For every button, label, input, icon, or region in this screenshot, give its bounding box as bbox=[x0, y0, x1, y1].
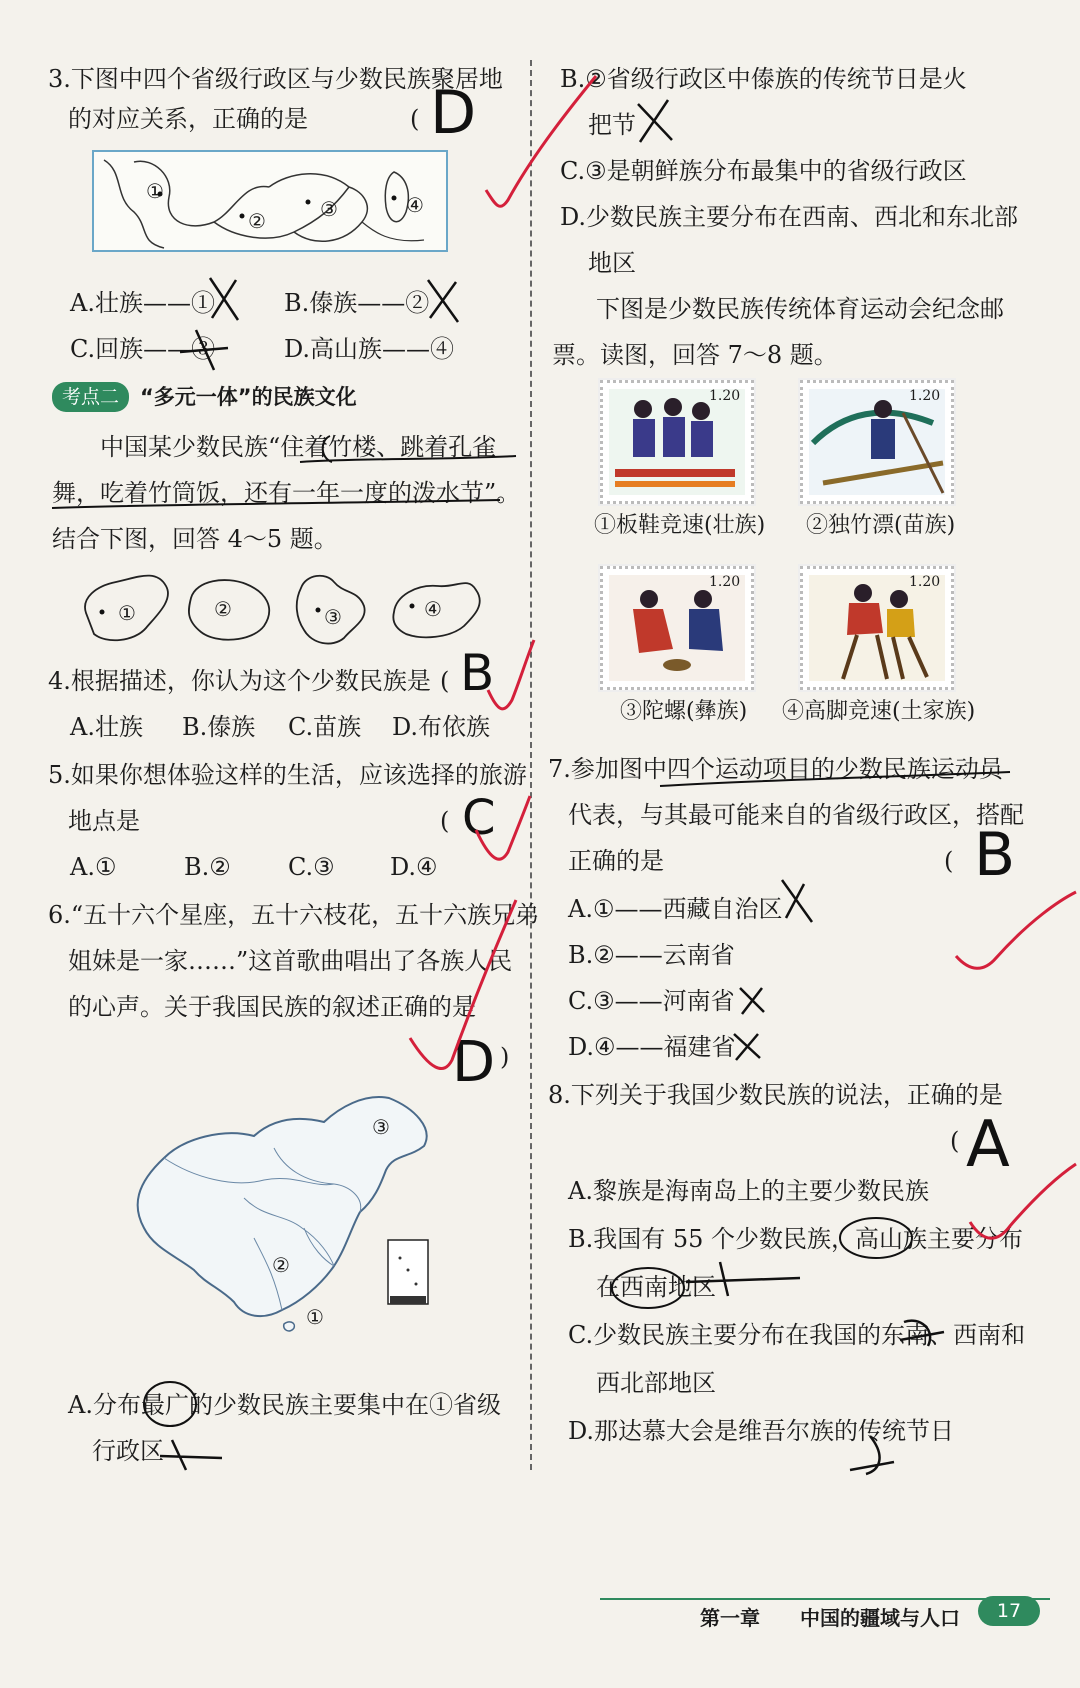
stamps-intro-line1: 下图是少数民族传统体育运动会纪念邮 bbox=[596, 295, 1004, 323]
q3-paren: ( bbox=[410, 105, 420, 133]
q8-handwritten-answer: A bbox=[966, 1108, 1010, 1182]
footer-chapter: 第一章 bbox=[700, 1606, 760, 1630]
stamp-3-caption: ③陀螺(彝族) bbox=[620, 699, 748, 724]
q3-option-d: D.高山族——④ bbox=[284, 335, 455, 363]
passage-line3: 结合下图，回答 4～5 题。 bbox=[52, 525, 338, 553]
stamp-3-price: 1.20 bbox=[709, 574, 741, 590]
q3a-cross bbox=[210, 278, 238, 320]
q6-circle-zuiguang bbox=[144, 1382, 196, 1426]
q6a-cross bbox=[160, 1440, 222, 1470]
stamp-1-caption: ①板鞋竞速(壮族) bbox=[594, 513, 766, 538]
stamp-2-caption: ②独竹漂(苗族) bbox=[806, 513, 956, 538]
q8-circle-gaoshan bbox=[840, 1218, 912, 1258]
q7-paren: ( bbox=[944, 847, 954, 875]
q6-red-check bbox=[410, 900, 516, 1069]
q3-option-b: B.傣族——② bbox=[284, 289, 430, 317]
q8-paren: ( bbox=[950, 1127, 960, 1155]
q3rb-cross bbox=[638, 100, 672, 142]
section-title: “多元一体”的民族文化 bbox=[140, 385, 357, 409]
q6-stem-line3: 的心声。关于我国民族的叙述正确的是 bbox=[68, 993, 476, 1021]
q7a-cross bbox=[782, 880, 812, 922]
passage-bracket bbox=[323, 436, 332, 462]
q5-paren: ( bbox=[440, 807, 450, 835]
q3-option-b-text-line2: 把节 bbox=[588, 111, 636, 139]
shape-label-4: ④ bbox=[424, 597, 442, 621]
q5-handwritten-answer: C bbox=[462, 790, 496, 846]
q3-option-c-text: C.③是朝鲜族分布最集中的省级行政区 bbox=[560, 157, 967, 185]
q6-map-label-1: ① bbox=[306, 1305, 324, 1329]
q3-option-a: A.壮族——① bbox=[70, 289, 215, 317]
footer-title: 中国的疆域与人口 bbox=[800, 1606, 960, 1630]
q3-map-label-2: ② bbox=[248, 209, 266, 233]
q3-stem-line2: 的对应关系，正确的是 bbox=[68, 105, 308, 133]
q7-red-check bbox=[956, 892, 1076, 968]
q4-handwritten-answer: B bbox=[460, 644, 495, 702]
q6-stem-line2: 姐妹是一家……”这首歌曲唱出了各族人民 bbox=[68, 947, 513, 975]
q6-map-label-3: ③ bbox=[372, 1115, 390, 1139]
q8c-mark bbox=[900, 1321, 944, 1346]
q8-option-b-line2: 在西南地区 bbox=[596, 1273, 716, 1301]
stamp-1-price: 1.20 bbox=[709, 388, 741, 404]
q4-option-d: D.布依族 bbox=[392, 713, 491, 741]
q5-stem-line1: 5.如果你想体验这样的生活，应该选择的旅游 bbox=[48, 761, 527, 789]
q4-stem: 4.根据描述，你认为这个少数民族是 bbox=[48, 667, 431, 695]
q3-stem-line1: 3.下图中四个省级行政区与少数民族聚居地 bbox=[48, 65, 503, 93]
q4-option-c: C.苗族 bbox=[288, 713, 362, 741]
q5-option-a: A.① bbox=[70, 853, 117, 881]
page-number: 17 bbox=[978, 1596, 1040, 1626]
q4-paren: ( bbox=[440, 667, 450, 695]
passage-underline-2 bbox=[52, 500, 500, 508]
stamp-4-price: 1.20 bbox=[909, 574, 941, 590]
q3c-cross bbox=[180, 330, 228, 370]
q7-stem-line2: 代表，与其最可能来自的省级行政区，搭配 bbox=[568, 801, 1024, 829]
q5-red-check bbox=[476, 796, 530, 859]
q3-handwritten-answer: D bbox=[430, 78, 477, 148]
q3-option-c: C.回族——③ bbox=[70, 335, 216, 363]
shape-label-3: ③ bbox=[324, 605, 342, 629]
q3-map-label-4: ④ bbox=[406, 193, 424, 217]
stamp-4-caption: ④高脚竞速(土家族) bbox=[782, 699, 976, 724]
q4-option-a: A.壮族 bbox=[70, 713, 143, 741]
q5-option-b: B.② bbox=[184, 853, 231, 881]
q7-handwritten-answer: B bbox=[974, 820, 1016, 890]
q4-red-check bbox=[488, 640, 534, 709]
stamp-2-price: 1.20 bbox=[909, 388, 941, 404]
q6-map-label-2: ② bbox=[272, 1253, 290, 1277]
q6-stem-line1: 6.“五十六个星座，五十六枝花，五十六族兄弟 bbox=[48, 901, 540, 929]
q3-map-label-1: ① bbox=[146, 179, 164, 203]
q7-stem-line3: 正确的是 bbox=[568, 847, 664, 875]
q3b-cross bbox=[428, 280, 458, 322]
q8d-mark bbox=[850, 1436, 894, 1474]
q7-option-b: B.②——云南省 bbox=[568, 941, 735, 969]
q6-option-a-line2: 行政区 bbox=[92, 1437, 164, 1465]
q8-stem: 8.下列关于我国少数民族的说法，正确的是 bbox=[548, 1081, 1003, 1109]
q8-red-check bbox=[970, 1164, 1076, 1238]
passage-underline-1 bbox=[300, 456, 516, 462]
q8-circle-xinan bbox=[612, 1268, 684, 1308]
passage-line1: 中国某少数民族“住着竹楼、跳着孔雀 bbox=[100, 433, 497, 461]
q7-option-c: C.③——河南省 bbox=[568, 987, 735, 1015]
q6-handwritten-answer: D bbox=[452, 1030, 496, 1095]
shape-label-1: ① bbox=[118, 601, 136, 625]
q5-option-c: C.③ bbox=[288, 853, 335, 881]
q5-stem-line2: 地点是 bbox=[68, 807, 140, 835]
q7c-cross bbox=[740, 988, 764, 1014]
q8-option-d: D.那达慕大会是维吾尔族的传统节日 bbox=[568, 1417, 955, 1445]
q7-option-d: D.④——福建省 bbox=[568, 1033, 736, 1061]
q4-option-b: B.傣族 bbox=[182, 713, 256, 741]
q8-option-c-line1: C.少数民族主要分布在我国的东南、西南和 bbox=[568, 1321, 1026, 1349]
q8-option-b-line1: B.我国有 55 个少数民族，高山族主要分布 bbox=[568, 1225, 1024, 1253]
q7d-cross bbox=[734, 1034, 760, 1060]
q3-option-b-text-line1: B.②省级行政区中傣族的传统节日是火 bbox=[560, 65, 967, 93]
shape-label-2: ② bbox=[214, 597, 232, 621]
q8-option-a: A.黎族是海南岛上的主要少数民族 bbox=[568, 1177, 929, 1205]
q7-underline bbox=[660, 772, 1010, 786]
q3-option-d-text-line2: 地区 bbox=[588, 249, 636, 277]
passage-line2: 舞，吃着竹筒饭，还有一年一度的泼水节”。 bbox=[52, 479, 521, 507]
q8-option-c-line2: 西北部地区 bbox=[596, 1369, 716, 1397]
q3-map-label-3: ③ bbox=[320, 197, 338, 221]
q7-stem-line1: 7.参加图中四个运动项目的少数民族运动员 bbox=[548, 755, 1003, 783]
section-badge: 考点二 bbox=[52, 382, 129, 412]
q3-red-check bbox=[486, 76, 596, 206]
q3-option-d-text-line1: D.少数民族主要分布在西南、西北和东北部 bbox=[560, 203, 1019, 231]
q6-option-a-line1: A.分布最广的少数民族主要集中在①省级 bbox=[68, 1391, 501, 1419]
q5-option-d: D.④ bbox=[390, 853, 438, 881]
q6-paren-close: ) bbox=[500, 1043, 510, 1071]
q7-option-a: A.①——西藏自治区 bbox=[568, 895, 783, 923]
stamps-intro-line2: 票。读图，回答 7～8 题。 bbox=[552, 341, 838, 369]
q8b-cross bbox=[686, 1262, 800, 1296]
